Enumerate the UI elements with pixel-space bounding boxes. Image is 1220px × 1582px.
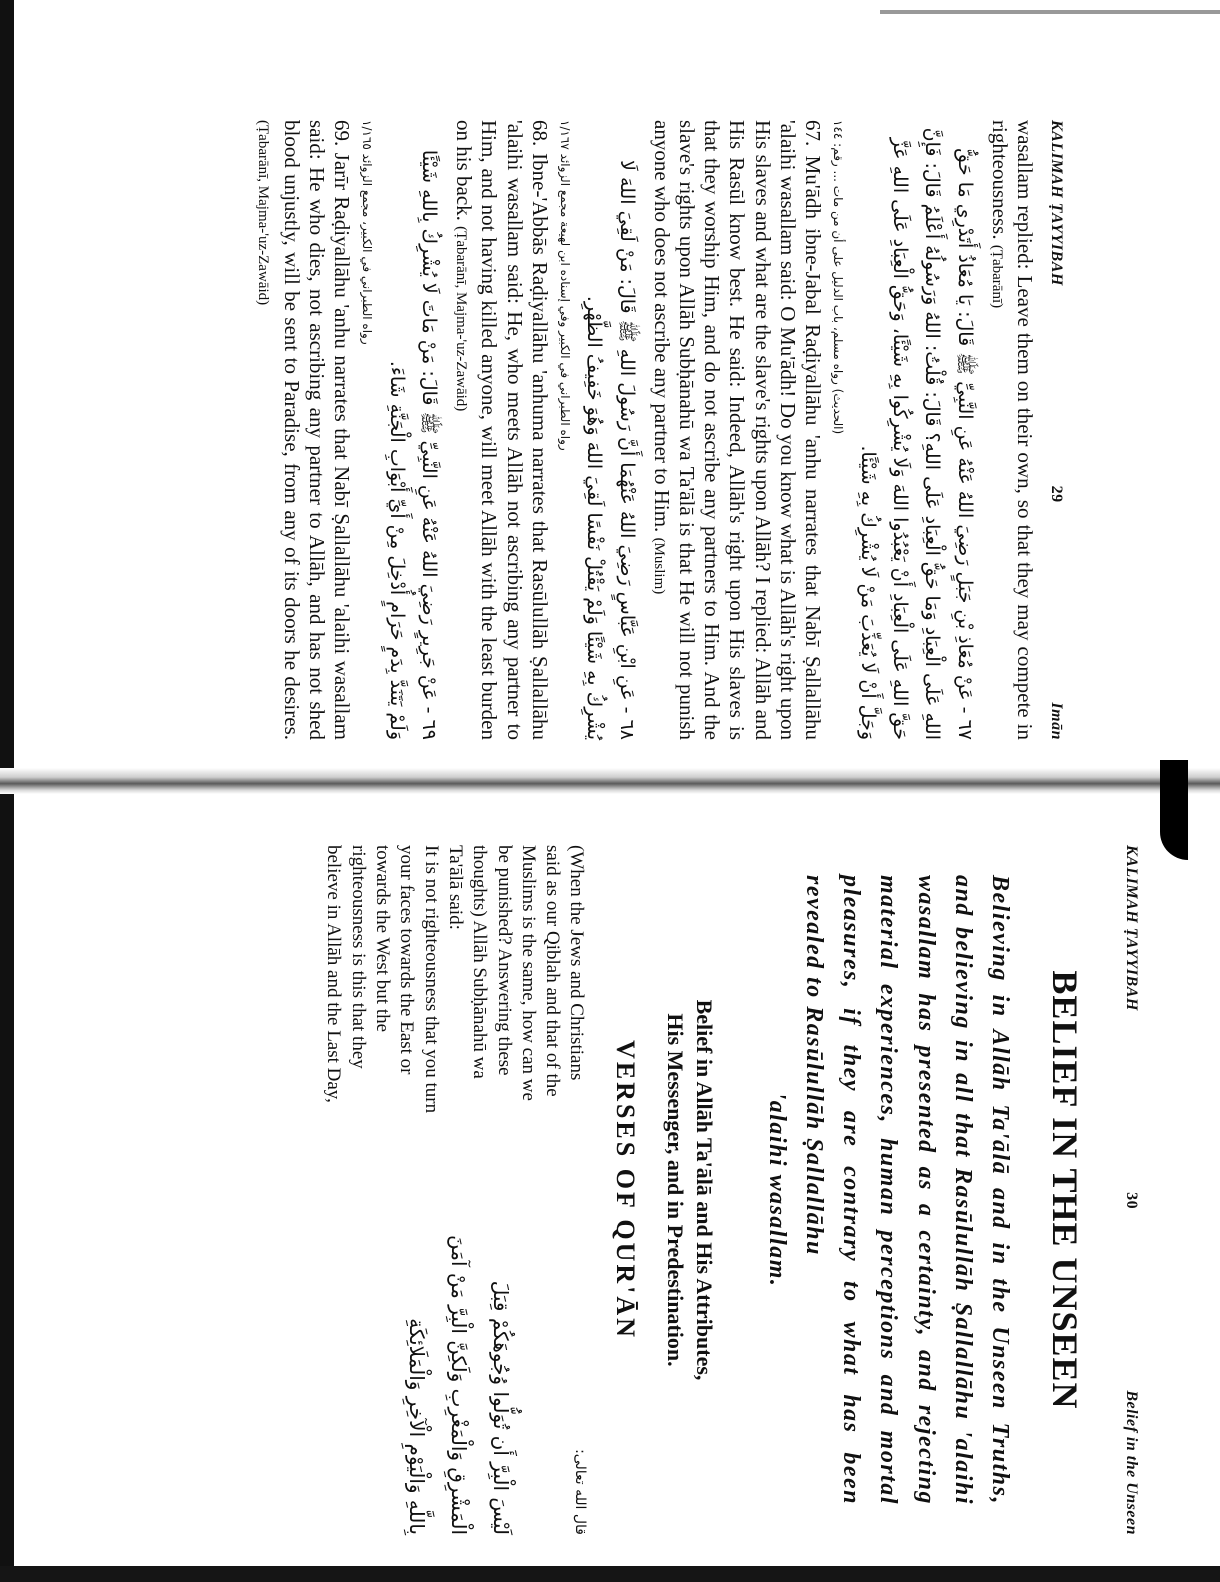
hadith-68-arabic-reference: رواه الطبراني في الكبير وفي إسناده ابن لهيعة مجمع الزوائد ١/١٦٧ xyxy=(558,120,573,451)
hadith-67-english: 67. Mu'ādh ibne-Jabal Raḍiyallāhu 'anhu narrates that Nabī Ṣallallāhu 'alaihi wasallam said: O Mu'ādh! Do you know what is Allāh's right upon His slaves and what are the slave's rights upon Allāh? I replied: Allāh and His Rasūl know best. He said: Indeed, Allāh's right upon His slaves is that they worship Him, and do not ascribe any partners to Him. And the slave's rights upon Allāh Subḥānahū wa Ta'ālā is that He will not punish anyone who does not ascribe any partner to Him. (Muslim) xyxy=(649,120,826,740)
section-subheading: Belief in Allāh Ta'ālā and His Attributes, His Messenger, and in Predestination. xyxy=(663,999,717,1381)
hadith-67-arabic: ٦٧ - عَنْ مُعَاذِ بْنِ جَبَلٍ رَضِيَ اللهُ عَنْهُ عَنِ النَّبِيِّ ﷺ قَالَ: يَا مُعَاذُ أَتَدْرِي مَا حَقُّ اللهِ عَلَى الْعِبَادِ وَمَا حَقُّ الْعِبَادِ عَلَى اللهِ؟ قَالَ: قُلْتُ: اللهُ وَرَسُولُهُ أَعْلَمُ قَالَ: فَإِنَّ حَقَّ اللهِ عَلَى الْعِبَادِ أَنْ يَعْبُدُوا اللهَ وَلَا يُشْرِكُوا بِهِ شَيْئًا، وَحَقُّ الْعِبَادِ عَلَى اللهِ عَزَّ وَجَلَّ أَنْ لَا يُعَذِّبَ مَنْ لَا يُشْرِكُ بِهِ شَيْئًا. xyxy=(856,127,976,740)
scan-edge-line xyxy=(880,10,1220,14)
running-head xyxy=(1122,845,1140,1535)
source-citation: (Ṭabarānī, Majma-'uz-Zawāid) xyxy=(255,120,272,306)
page-number: 30 xyxy=(1123,1192,1140,1210)
page-number: 29 xyxy=(1048,485,1065,503)
hadith-69-arabic-reference: رواه الطبراني في الكبير، مجمع الزوائد ١/١٦٥ xyxy=(360,120,375,345)
hadith-67-arabic-reference: (الحديث) رواه مسلم، باب الدليل على أن من مات ... رقم: ١٤٤ xyxy=(831,120,846,435)
source-citation: (Ṭabarānī, Majma-'uz-Zawāid) xyxy=(453,226,470,412)
verse-block xyxy=(321,845,588,1535)
running-head-right: Imān xyxy=(1048,702,1065,740)
hadith-68-arabic: ٦٨ - عَنِ ابْنِ عَبَّاسٍ رَضِيَ اللهُ عَنْهُمَا أَنَّ رَسُولَ اللهِ ﷺ قَالَ: مَنْ لَقِيَ اللهَ لَا يُشْرِكُ بِهِ شَيْئًا وَلَمْ يَقْتُلْ نَفْسًا لَقِيَ اللهَ وَهُوَ خَفِيفُ الظَّهْرِ. xyxy=(583,160,638,740)
running-head-left: KALIMAH ṬAYYIBAH xyxy=(1048,120,1065,286)
page-29 xyxy=(195,120,1065,740)
chapter-title: BELIEF IN THE UNSEEN xyxy=(1045,970,1085,1410)
intro-last-line: 'alaihi wasallam. xyxy=(763,1092,790,1288)
page-30 xyxy=(100,845,1140,1535)
running-head-left: KALIMAH ṬAYYIBAH xyxy=(1123,845,1140,1011)
verses-heading: VERSES OF QUR'ĀN xyxy=(611,1040,641,1340)
hadith-69-arabic: ٦٩ - عَنْ جَرِيرٍ رَضِيَ اللهُ عَنْهُ عَنِ النَّبِيِّ ﷺ قَالَ: مَنْ مَاتَ لَا يُشْرِكُ بِاللهِ شَيْئًا وَلَمْ يَتَنَدَّ بِدَمٍ حَرَامٍ أُدْخِلَ مِنْ أَيِّ أَبْوَابِ الْجَنَّةِ شَاءَ. xyxy=(385,149,440,740)
spine-shadow xyxy=(1160,760,1188,860)
running-head-right: Belief in the Unseen xyxy=(1123,1390,1140,1535)
source-citation: (Ṭabarānī) xyxy=(988,244,1005,309)
verse-arabic-line: الْمَشْرِقِ وَالْمَغْرِبِ وَلَكِنَّ الْبِرَّ مَنْ آمَنَ xyxy=(447,1235,472,1535)
verse-arabic-column xyxy=(321,1160,588,1535)
verse-translation: (When the Jews and Christians said as our Qiblah and that of the Muslims is the same, how can we be punished? Answering these thoughts) Allāh Subḥānahū wa Ta'ālā said: It is not righteousness that you turn your faces towards the East or towards the West but the righteousness is this that they believe in Allāh and the Last Day, xyxy=(323,845,588,1114)
verse-arabic-line: لَيْسَ الْبِرَّ أَن تُوَلُّوا وُجُوهَكُمْ قِبَلَ xyxy=(489,1280,514,1535)
scan-border-bottom xyxy=(0,1566,1220,1582)
book-spine xyxy=(0,768,1220,794)
verse-arabic-intro: قال الله تعالى: xyxy=(572,1449,589,1535)
running-head xyxy=(1047,120,1065,740)
hadith-69-english: 69. Jarīr Raḍiyallāhu 'anhu narrates that Nabī Ṣallallāhu 'alaihi wasallam said: He who dies, not ascribing any partner to Allāh, and has not shed blood unjustly, will be sent to Paradise, from any of its doors he desires. (Ṭabarānī, Majma-'uz-Zawāid) xyxy=(255,120,355,740)
hadith-68-english: 68. Ibne-'Abbās Raḍiyallāhu 'anhuma narrates that Rasūlullāh Ṣallallāhu 'alaihi wasallam said: He, who meets Allāh not ascribing any partner to Him, and not having killed anyone, will meet Allāh with the least burden on his back. (Ṭabarānī, Majma-'uz-Zawāid) xyxy=(452,120,552,740)
page-body xyxy=(253,120,1037,740)
verse-arabic-line: بِاللَّهِ وَالْيَوْمِ الْآخِرِ وَالْمَلَائِكَةِ xyxy=(405,1318,430,1535)
chapter-introduction: Believing in Allāh Ta'ālā and in the Unseen Truths, and believing in all that Rasūlullāh Ṣallallāhu 'alaihi wasallam has presented as a certainty, and rejecting material experiences, human perceptions and mortal pleasures, if they are contrary to what has been revealed to Rasūlullāh Ṣallallāhu 'alaihi wasallam. xyxy=(758,845,1018,1535)
source-citation: (Muslim) xyxy=(650,537,667,595)
continuation-paragraph: wasallam replied: Leave them on their own, so that they may compete in righteousness. (Ṭabarānī) xyxy=(987,120,1037,740)
